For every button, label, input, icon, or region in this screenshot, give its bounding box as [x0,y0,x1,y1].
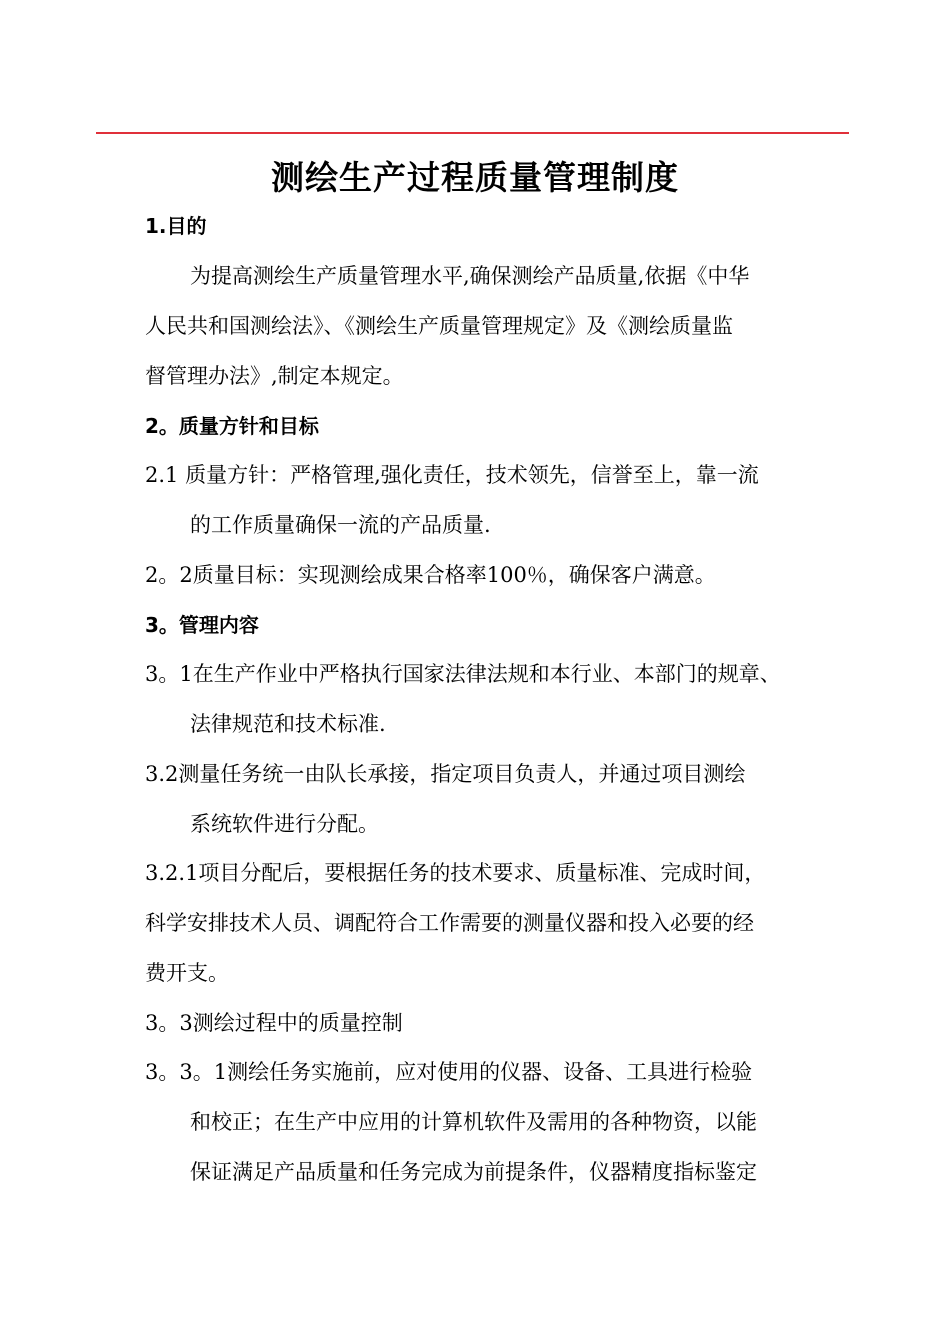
paragraph-line: 3。1在生产作业中严格执行国家法律法规和本行业、本部门的规章、 [145,662,781,686]
paragraph-line: 的工作质量确保一流的产品质量. [190,513,491,537]
paragraph-line: 人民共和国测绘法》、《测绘生产质量管理规定》及《测绘质量监 [145,314,733,338]
paragraph-line: 为提高测绘生产质量管理水平,确保测绘产品质量,依据《中华 [190,264,750,288]
paragraph-line: 3。3。1测绘任务实施前，应对使用的仪器、设备、工具进行检验 [145,1060,753,1084]
paragraph-line: 3.2.1项目分配后，要根据任务的技术要求、质量标准、完成时间， [145,861,766,885]
heading-quality-policy: 2。质量方针和目标 [145,414,319,438]
page-title: 测绘生产过程质量管理制度 [271,158,679,197]
paragraph-line: 系统软件进行分配。 [190,812,379,836]
paragraph-line: 3.2测量任务统一由队长承接，指定项目负责人，并通过项目测绘 [145,762,746,786]
paragraph-line: 费开支。 [145,961,229,985]
heading-management-content: 3。管理内容 [145,613,259,637]
paragraph-line: 2.1 质量方针：严格管理,强化责任，技术领先，信誉至上，靠一流 [145,463,759,487]
paragraph-line: 法律规范和技术标准. [190,712,386,736]
paragraph-line: 督管理办法》,制定本规定。 [145,364,404,388]
paragraph-line: 和校正；在生产中应用的计算机软件及需用的各种物资，以能 [190,1110,757,1134]
header-divider [96,132,849,134]
paragraph-line: 科学安排技术人员、调配符合工作需要的测量仪器和投入必要的经 [145,911,754,935]
paragraph-line: 保证满足产品质量和任务完成为前提条件，仪器精度指标鉴定 [190,1160,757,1184]
heading-purpose: 1.目的 [145,214,207,238]
paragraph-line: 3。3测绘过程中的质量控制 [145,1011,403,1035]
paragraph-line: 2。2质量目标：实现测绘成果合格率100％，确保客户满意。 [145,563,716,587]
